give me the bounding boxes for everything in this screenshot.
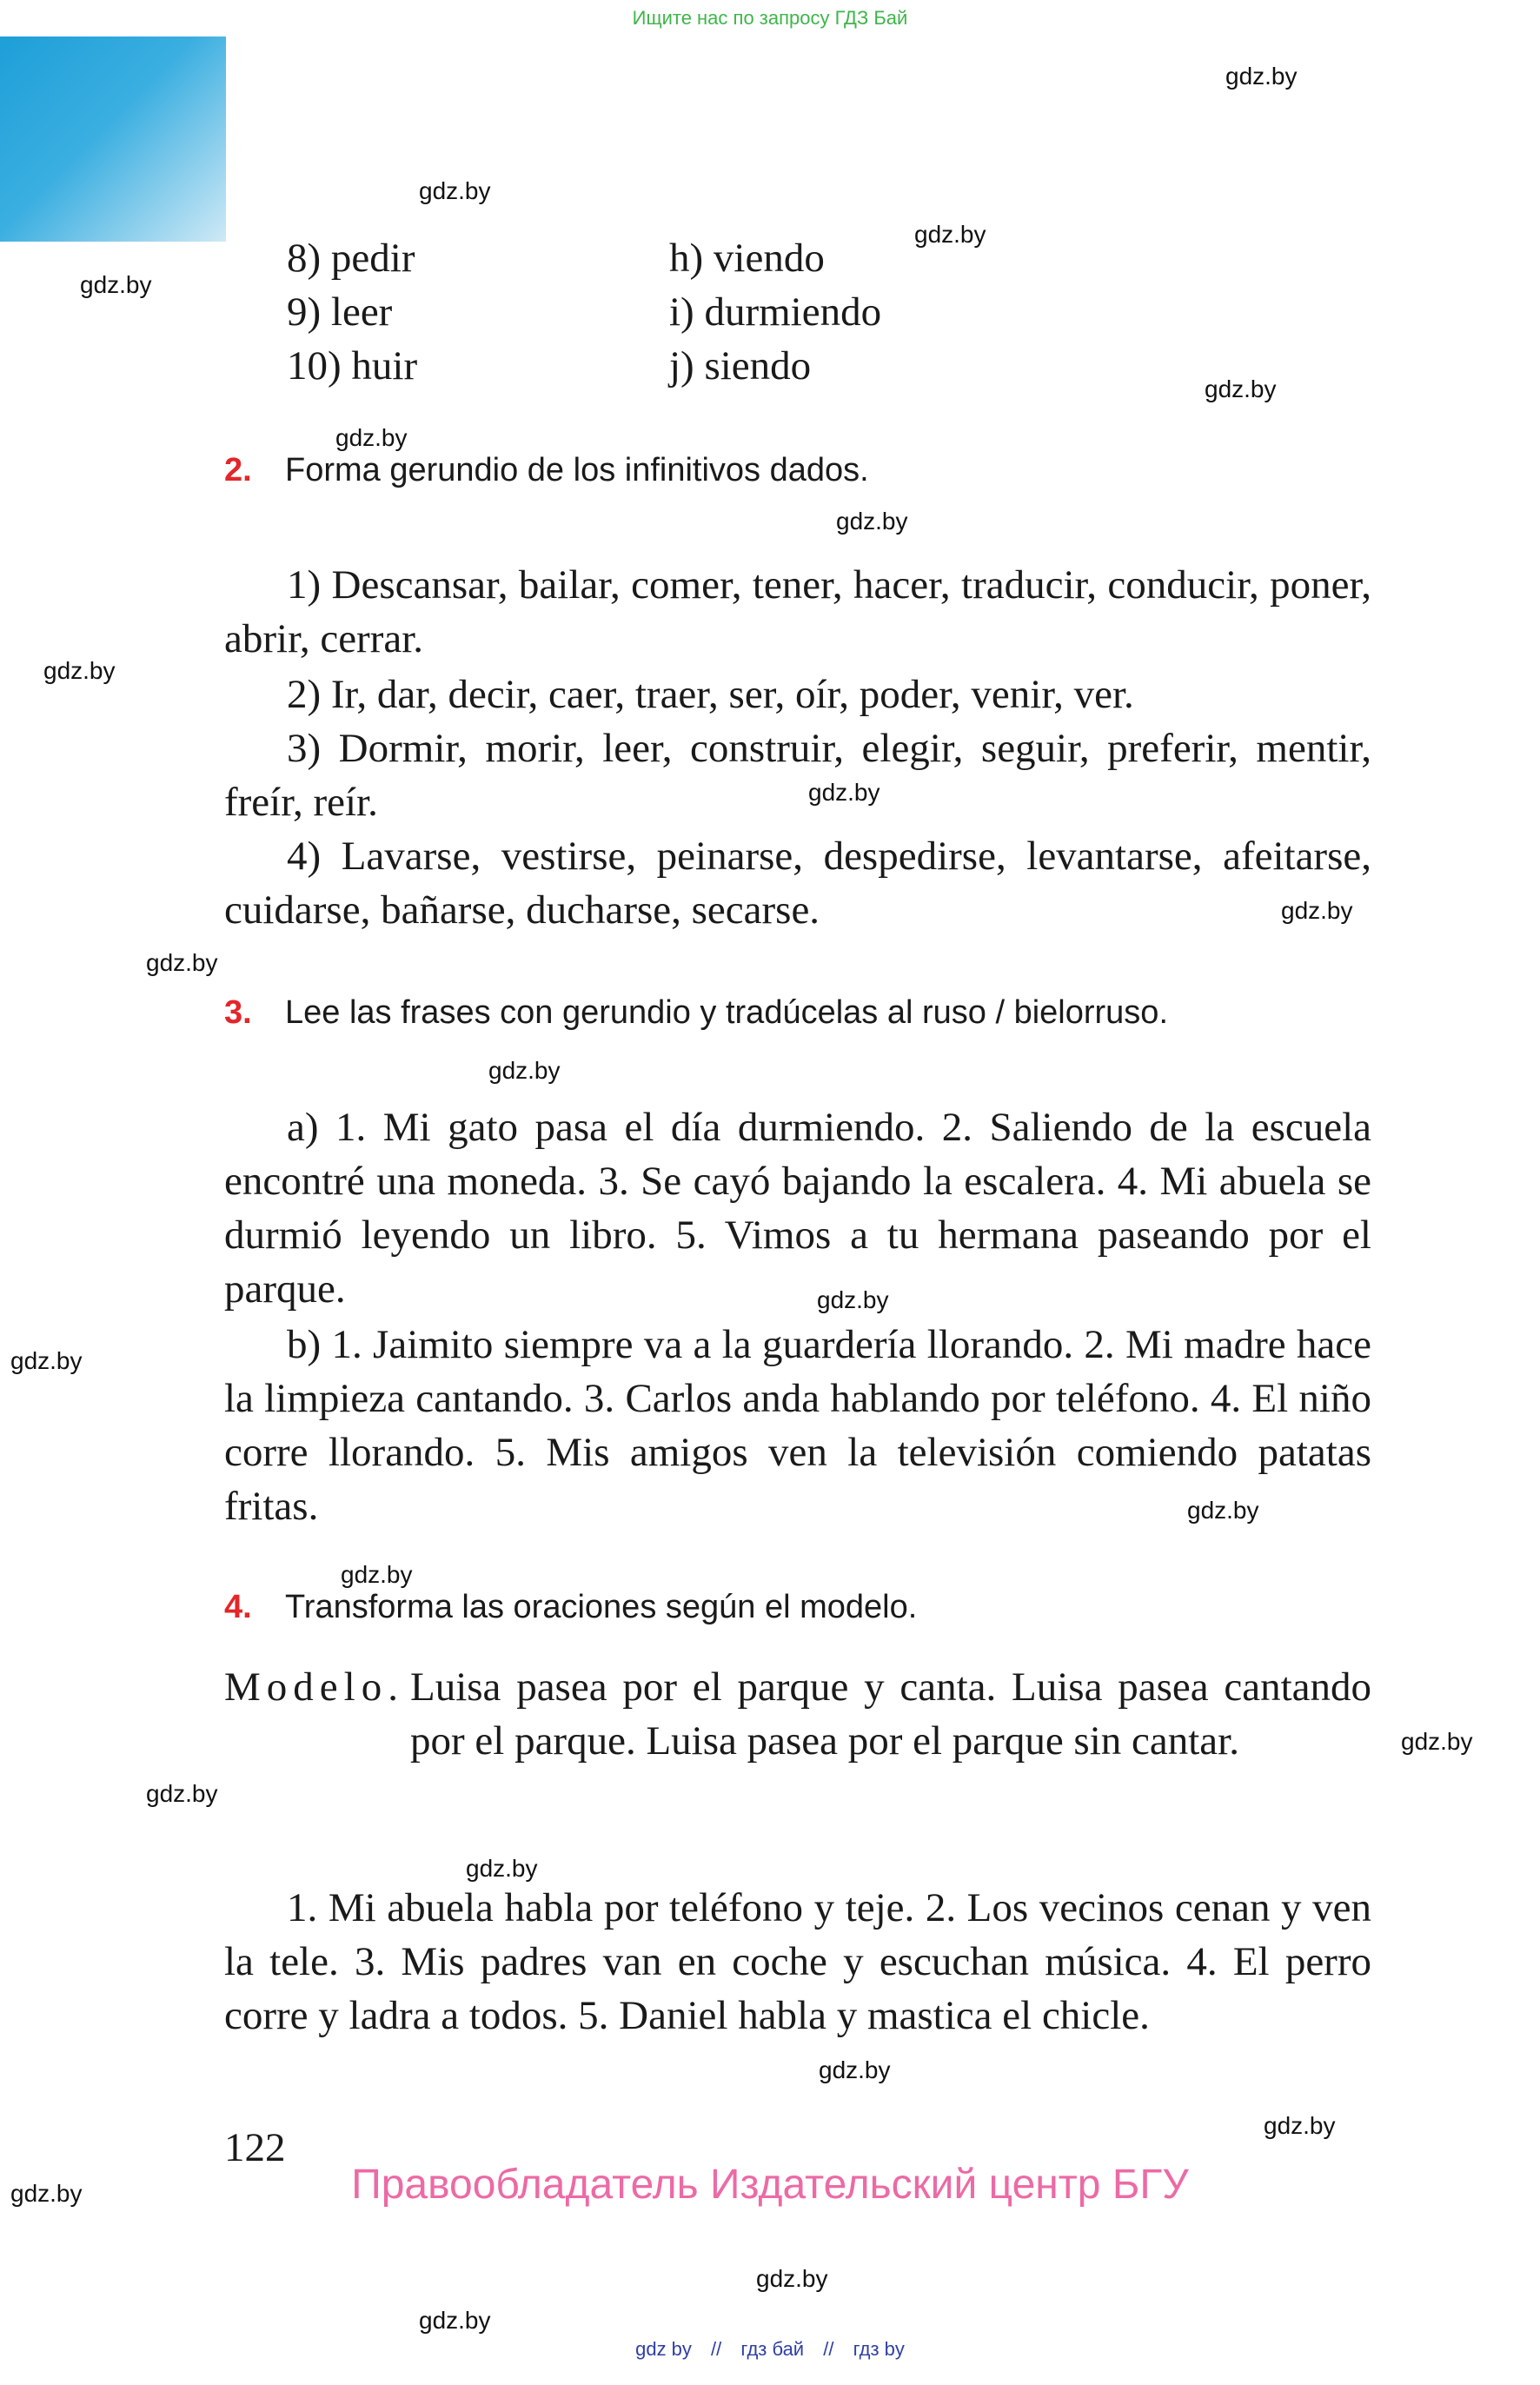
watermark: gdz.by <box>1401 1728 1473 1755</box>
model-label: Modelo. <box>224 1664 404 1710</box>
match-right-item: i) durmiendo <box>669 289 882 335</box>
match-left-item: 8) pedir <box>287 236 415 281</box>
task-number: 2. <box>224 452 252 488</box>
task-2-heading <box>224 452 869 489</box>
watermark: gdz.by <box>43 657 116 684</box>
watermark: gdz.by <box>80 271 152 298</box>
bottom-link[interactable]: gdz by <box>635 2338 692 2360</box>
match-right-item: j) siendo <box>669 343 812 389</box>
watermark: gdz.by <box>914 221 986 248</box>
watermark: gdz.by <box>10 1347 83 1374</box>
task-3-heading <box>224 994 1168 1032</box>
top-banner[interactable]: Ищите нас по запросу ГДЗ Бай <box>632 7 908 29</box>
separator: // <box>823 2338 834 2360</box>
bottom-link[interactable]: гдз by <box>853 2338 905 2360</box>
task-2-item: 2) Ir, dar, decir, caer, traer, ser, oír, poder, venir, ver. <box>287 672 1134 717</box>
watermark: gdz.by <box>1225 63 1298 90</box>
task-2-item: 1) Descansar, bailar, comer, tener, hacer, traducir, conducir, poner, abrir, cerrar. <box>224 562 1371 661</box>
watermark: gdz.by <box>819 2056 891 2083</box>
match-left-item: 9) leer <box>287 289 393 335</box>
watermark: gdz.by <box>1264 2112 1336 2139</box>
separator: // <box>711 2338 722 2360</box>
corner-decoration <box>0 37 226 242</box>
watermark: gdz.by <box>756 2265 828 2292</box>
watermark: gdz.by <box>419 2307 491 2334</box>
task-title: Lee las frases con gerundio y tradúcelas al ruso / bielorruso. <box>285 994 1168 1031</box>
bottom-link[interactable]: гдз бай <box>740 2338 805 2360</box>
watermark: gdz.by <box>466 1855 538 1882</box>
task-2-item: 4) Lavarse, vestirse, peinarse, despedirse, levantarse, afeitarse, cuidarse, bañarse, ducharse, secarse. <box>224 834 1371 933</box>
watermark: gdz.by <box>817 1286 889 1313</box>
bottom-links <box>0 2338 1540 2361</box>
watermark: gdz.by <box>341 1561 413 1588</box>
task-4-heading <box>224 1589 917 1626</box>
match-left-item: 10) huir <box>287 343 418 389</box>
task-title: Transforma las oraciones según el modelo. <box>285 1589 918 1625</box>
task-4-exercise: 1. Mi abuela habla por teléfono y teje. 2. Los vecinos cenan y ven la tele. 3. Mis padres van en coche y escuchan música. 4. El perro corre y ladra a todos. 5. Daniel habla y mastica el chicle. <box>224 1885 1371 2038</box>
watermark: gdz.by <box>808 779 880 806</box>
watermark: gdz.by <box>335 424 408 451</box>
watermark: gdz.by <box>146 949 218 976</box>
watermark: gdz.by <box>1281 897 1353 924</box>
watermark: gdz.by <box>488 1057 561 1084</box>
watermark: gdz.by <box>10 2180 83 2207</box>
watermark: gdz.by <box>836 508 908 535</box>
copyright-footer: Правообладатель Издательский центр БГУ <box>351 2162 1189 2208</box>
watermark: gdz.by <box>419 177 491 204</box>
model-text: Luisa pasea por el parque y canta. Luisa pasea cantando por el parque. Luisa pasea por el parque sin cantar. <box>410 1664 1371 1764</box>
task-number: 3. <box>224 994 252 1031</box>
task-3-item: b) 1. Jaimito siempre va a la guardería llorando. 2. Mi madre hace la limpieza cantando. 3. Carlos anda hablando por teléfono. 4. El niño corre llorando. 5. Mis amigos ven la televisión comiendo patatas fritas. <box>224 1322 1371 1529</box>
task-2-item: 3) Dormir, morir, leer, construir, elegir, seguir, preferir, mentir, freír, reír. <box>224 726 1371 825</box>
task-title: Forma gerundio de los infinitivos dados. <box>285 452 869 488</box>
task-3-item: a) 1. Mi gato pasa el día durmiendo. 2. Saliendo de la escuela encontré una moneda. 3. Se cayó bajando la escalera. 4. Mi abuela se durmió leyendo un libro. 5. Vimos a tu hermana paseando por el parque. <box>224 1105 1371 1312</box>
match-right-item: h) viendo <box>669 236 825 281</box>
watermark: gdz.by <box>1205 375 1277 402</box>
watermark: gdz.by <box>146 1780 218 1807</box>
page-number: 122 <box>224 2125 286 2170</box>
task-number: 4. <box>224 1589 252 1625</box>
watermark: gdz.by <box>1187 1497 1259 1524</box>
